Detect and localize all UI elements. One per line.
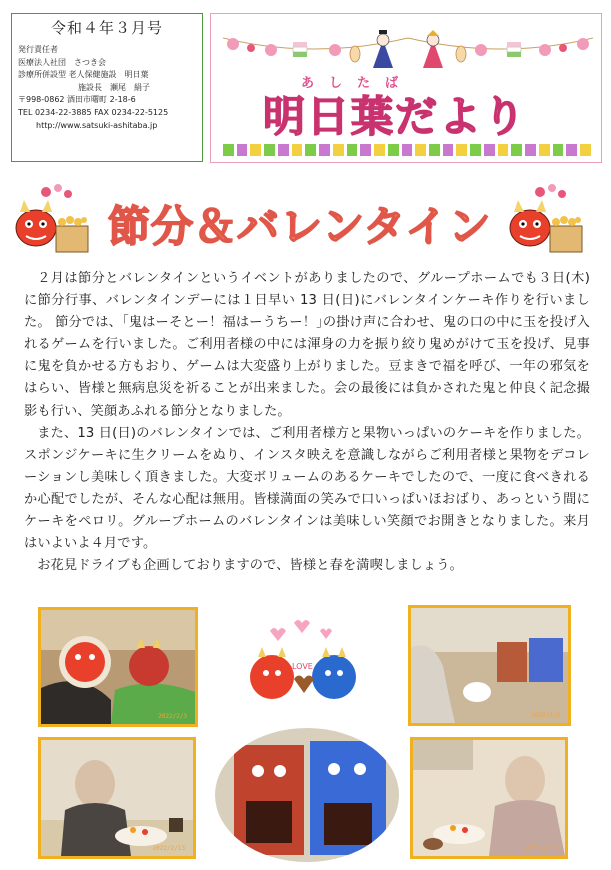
red-oni-bean-box-icon [12, 180, 92, 260]
oni-box-props-photo [214, 727, 400, 863]
clip-art-love-text: LOVE [292, 662, 313, 671]
newsletter-title-banner [210, 13, 602, 163]
photo-cake-making-2 [410, 737, 568, 859]
article-heading: 節分＆バレンタイン [108, 202, 492, 251]
publisher-info-box [11, 13, 203, 162]
address: 〒998-0862 酒田市曙町 2-18-6 [18, 95, 136, 105]
title-ruby: あしたば [301, 76, 414, 91]
article-heading-row [12, 176, 600, 260]
newsletter-title: 明日葉だより [263, 92, 528, 141]
corporation-name: 医療法人社団 さつき会 [18, 57, 106, 67]
oni-couple-clip-art-icon [230, 617, 372, 707]
decorative-stripes [223, 144, 591, 156]
article-paragraph-3: お花見ドライブも企画しておりますので、皆様と春を満喫しましょう。 [37, 558, 463, 574]
photo-date-4: 2022/2/13 [524, 845, 557, 852]
website-link[interactable]: http://www.satsuki-ashitaba.jp [36, 120, 158, 130]
photo-oni-boxes-room [408, 605, 571, 726]
publisher-label: 発行責任者 [18, 45, 58, 54]
photo-date-2: 2022/2/3 [531, 712, 560, 719]
photo-cake-making-1 [38, 737, 196, 859]
hina-doll-male-icon [373, 30, 393, 68]
facility-line [18, 69, 196, 82]
article-paragraph-1: ２月は節分とバレンタインというイベントがありましたので、グループホームでも３日(木)に節分行事、バレンタインデーには１日早い 13 日(日)にバレンタインケーキ作りを行いました。 節分では、｢鬼はーそとー！福はーうちー！｣の掛け声に合わせ、鬼の口の中に玉を投げ入れるゲームを行いました。ご利用者様の中には渾身の力を振り絞り鬼めがけて玉を投げ、見事に鬼を負かせる方もおり、ゲームは大変盛り上がりました。豆まきで福を呼び、一年の邪気をはらい、皆様と無病息災を祈ることが出来ました。会の最後には負かされた鬼と仲良く記念撮影も行い、笑顔あふれる節分となりました。 [24, 271, 590, 419]
red-oni-bean-box-icon-right [506, 180, 586, 260]
facility-name: 老人保健施設 明日葉 [68, 70, 149, 80]
hinamatsuri-garland-icon [223, 30, 593, 70]
article-paragraph-2: また、13 日(日)のバレンタインでは、ご利用者様方と果物いっぱいのケーキを作りました。スポンジケーキに生クリームをぬり、インスタ映えを意識しながらご利用者様と果物をデコレーションし美味しく頂きました。大変ボリュームのあるケーキでしたので、一度に食べきれるか心配でしたが、そんな心配は無用。皆様満面の笑みで口いっぱいほおばり、あっという間にケーキをペロリ。グループホームのバレンタインは美味しい笑顔でお開きとなりました。来月はいよいよ４月です。 [24, 425, 590, 552]
article-body [24, 268, 590, 577]
facility-prefix: 診療所併設型 [18, 70, 66, 80]
phone-fax: TEL 0234-22-3885 FAX 0234-22-5125 [18, 107, 169, 117]
photo-date-1: 2022/2/3 [158, 713, 187, 720]
director-name: 施設長 瀬尾 絹子 [78, 82, 150, 92]
photo-date-3: 2022/2/13 [152, 845, 185, 852]
photo-setsubun-masks [38, 607, 198, 727]
issue-date: 令和４年３月号 [50, 19, 163, 37]
hina-doll-female-icon [423, 30, 443, 68]
